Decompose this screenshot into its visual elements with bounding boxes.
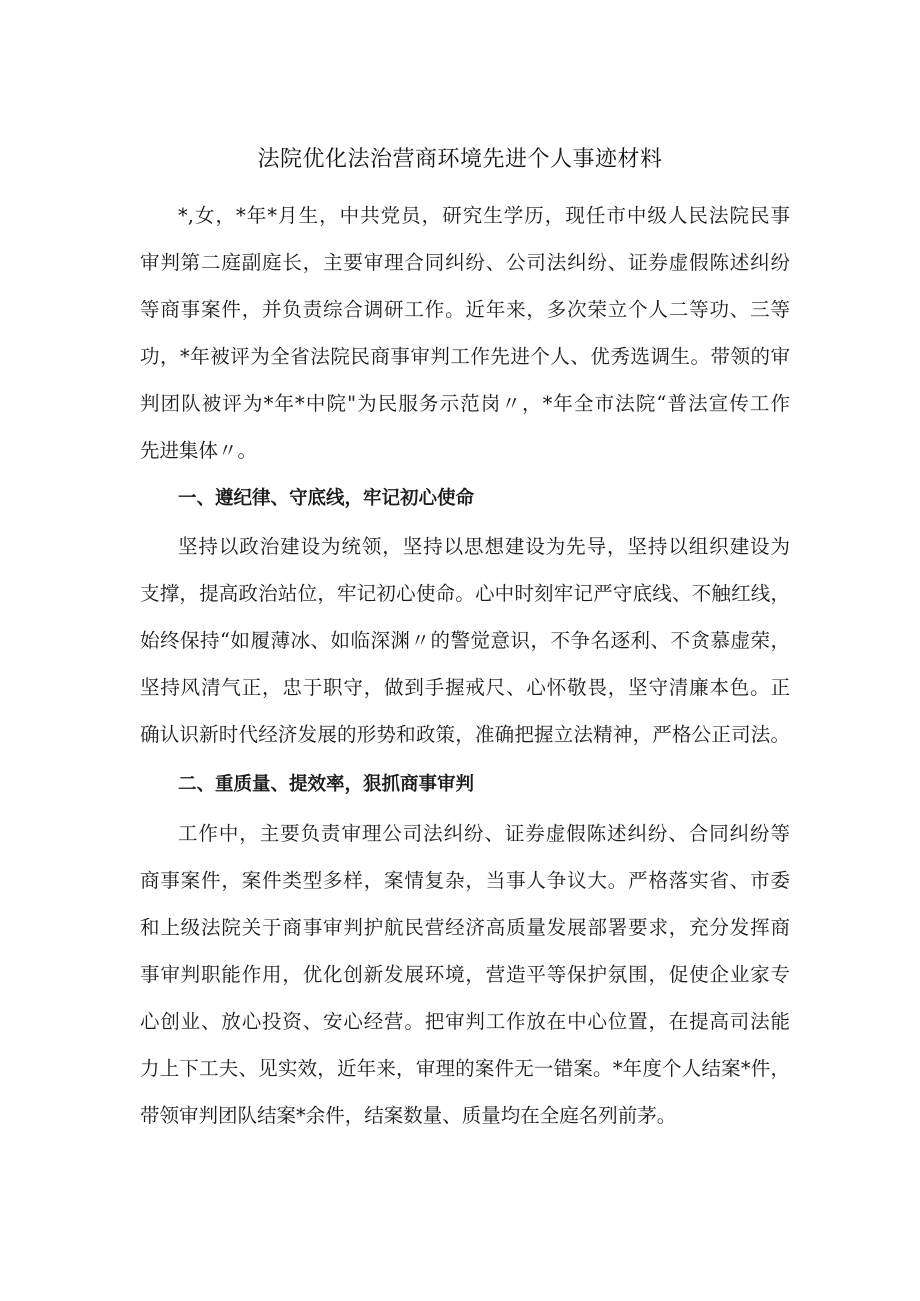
intro-line: 功，*年被评为全省法院民商事审判工作先进个人、优秀选调生。带领的审 bbox=[140, 345, 790, 368]
section-line: 事审判职能作用，优化创新发展环境，营造平等保护氛围，促使企业家专 bbox=[140, 963, 790, 986]
section-line: 确认识新时代经济发展的形势和政策，准确把握立法精神，严格公正司法。 bbox=[140, 723, 790, 746]
section-line: 工作中，主要负责审理公司法纠纷、证券虚假陈述纠纷、合同纠纷等 bbox=[178, 822, 790, 845]
document-title: 法院优化法治营商环境先进个人事迹材料 bbox=[257, 147, 663, 172]
section-line: 坚持以政治建设为统领，坚持以思想建设为先导，坚持以组织建设为 bbox=[178, 535, 790, 558]
intro-line: 审判第二庭副庭长，主要审理合同纠纷、公司法纠纷、证券虚假陈述纠纷 bbox=[140, 251, 790, 274]
section-line: 心创业、放心投资、安心经营。把审判工作放在中心位置，在提高司法能 bbox=[140, 1010, 790, 1033]
section-line: 支撑，提高政治站位，牢记初心使命。心中时刻牢记严守底线、不触红线， bbox=[140, 582, 790, 605]
intro-line: 判团队被评为*年*中院"为民服务示范岗〃，*年全市法院“普法宣传工作 bbox=[140, 392, 790, 415]
section-line: 力上下工夫、见实效，近年来，审理的案件无一错案。*年度个人结案*件， bbox=[140, 1057, 790, 1080]
intro-line: 先进集体〃。 bbox=[140, 439, 258, 462]
intro-line: *,女，*年*月生，中共党员，研究生学历，现任市中级人民法院民事 bbox=[178, 204, 790, 227]
section-line: 带领审判团队结案*余件，结案数量、质量均在全庭名列前茅。 bbox=[140, 1104, 677, 1127]
section-line: 和上级法院关于商事审判护航民营经济高质量发展部署要求，充分发挥商 bbox=[140, 916, 790, 939]
section-line: 商事案件，案件类型多样，案情复杂，当事人争议大。严格落实省、市委 bbox=[140, 869, 790, 892]
section-heading: 二、重质量、提效率，狠抓商事审判 bbox=[178, 774, 475, 795]
section-heading: 一、遵纪律、守底线，牢记初心使命 bbox=[178, 488, 475, 509]
intro-line: 等商事案件，并负责综合调研工作。近年来，多次荣立个人二等功、三等 bbox=[140, 298, 790, 321]
section-line: 始终保持“如履薄冰、如临深渊〃的警觉意识，不争名逐利、不贪慕虚荣， bbox=[140, 629, 790, 652]
section-line: 坚持风清气正，忠于职守，做到手握戒尺、心怀敬畏，坚守清廉本色。正 bbox=[140, 676, 790, 699]
